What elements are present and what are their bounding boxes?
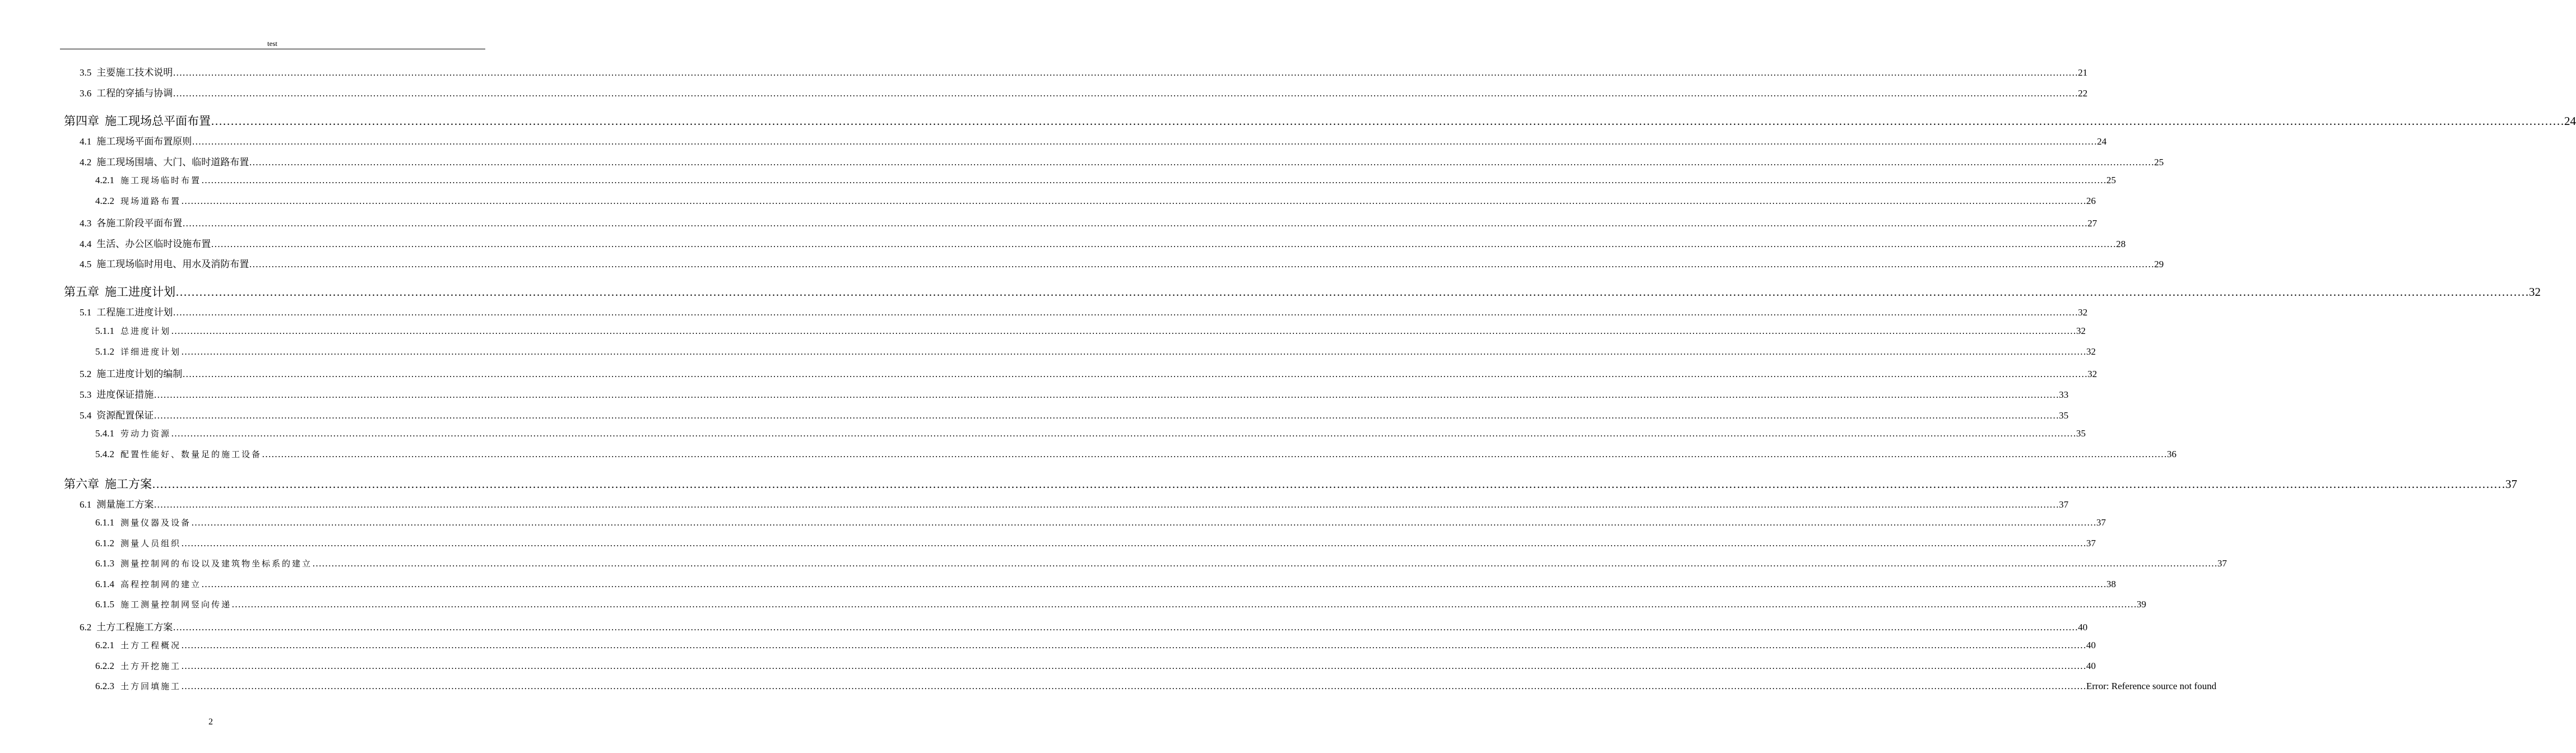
toc-dot-leader: …………………………………………………………………………………………………………………………………………………………………………………………………………………………………………………………………………………………………………………………………………………………………………………………………………………………………………………………………………………………………………………………………………………… — [171, 326, 2077, 336]
toc-entry-number: 6.2.1 — [95, 640, 114, 650]
toc-entry-number: 5.3 — [80, 389, 92, 400]
toc-entry-page: 28 — [2116, 239, 2126, 249]
toc-entry[interactable] — [95, 448, 2177, 460]
toc-entry-page: 32 — [2076, 326, 2086, 336]
toc-entry-number: 6.1.1 — [95, 517, 114, 528]
toc-entry-page: 37 — [2505, 477, 2517, 491]
toc-entry-title: 施工现场平面布置原则 — [96, 136, 192, 147]
toc-entry-number: 6.1 — [80, 499, 92, 510]
toc-entry[interactable] — [95, 660, 2096, 672]
toc-entry-title: 高程控制网的建立 — [120, 579, 202, 589]
toc-entry-page: 32 — [2078, 307, 2088, 318]
toc-entry-page: 38 — [2106, 579, 2117, 589]
toc-entry-page: 39 — [2137, 599, 2147, 610]
toc-dot-leader: …………………………………………………………………………………………………………………………………………………………………………………………………………………………………………………………………………………………………………………………………………………………………………………………………………………………………………………………………………………………………………………………………………………… — [201, 579, 2107, 589]
toc-entry-number: 3.5 — [80, 67, 92, 78]
page-number: 2 — [208, 717, 213, 727]
toc-dot-leader: …………………………………………………………………………………………………………………………………………………………………………………………………………………………………………………………………………………………………………………………………………………………………………………………………………………………………………………………………………………………………………………………………………………… — [152, 477, 2505, 491]
toc-entry-title: 生活、办公区临时设施布置 — [96, 239, 211, 249]
toc-entry-title: 工程的穿插与协调 — [96, 88, 173, 99]
toc-entry[interactable] — [95, 346, 2096, 357]
toc-entry-title: 劳动力资源 — [120, 429, 171, 439]
toc-entry-page: 40 — [2086, 640, 2096, 650]
toc-entry-title: 施工现场临时用电、用水及消防布置 — [96, 259, 249, 269]
toc-entry-title: 施工方案 — [105, 477, 152, 491]
toc-entry[interactable] — [80, 64, 2088, 78]
toc-entry-page: 37 — [2059, 499, 2069, 510]
toc-entry[interactable] — [95, 680, 2217, 692]
toc-entry[interactable] — [64, 112, 2576, 129]
toc-entry-page: 26 — [2086, 196, 2096, 206]
toc-entry[interactable] — [95, 639, 2096, 651]
toc-entry-number: 5.1 — [80, 307, 92, 318]
toc-dot-leader: …………………………………………………………………………………………………………………………………………………………………………………………………………………………………………………………………………………………………………………………………………………………………………………………………………………………………………………………………………………………………………………………………………………… — [175, 285, 2529, 299]
toc-entry[interactable] — [80, 407, 2069, 421]
toc-entry-page: 24 — [2097, 136, 2107, 147]
toc-dot-leader: …………………………………………………………………………………………………………………………………………………………………………………………………………………………………………………………………………………………………………………………………………………………………………………………………………………………………………………………………………………………………………………………………………………… — [171, 428, 2077, 439]
toc-entry-title: 详细进度计划 — [120, 347, 182, 357]
toc-entry-number: 5.1.1 — [95, 326, 114, 336]
toc-entry-page: 35 — [2076, 428, 2086, 439]
toc-entry[interactable] — [80, 366, 2097, 380]
toc-entry[interactable] — [95, 557, 2227, 569]
toc-entry-page: 37 — [2217, 558, 2227, 569]
toc-entry[interactable] — [95, 174, 2117, 186]
toc-dot-leader: …………………………………………………………………………………………………………………………………………………………………………………………………………………………………………………………………………………………………………………………………………………………………………………………………………………………………………………………………………………………………………………………………………………… — [154, 410, 2059, 421]
toc-dot-leader: …………………………………………………………………………………………………………………………………………………………………………………………………………………………………………………………………………………………………………………………………………………………………………………………………………………………………………………………………………………………………………………………………………………… — [173, 622, 2078, 633]
toc-dot-leader: …………………………………………………………………………………………………………………………………………………………………………………………………………………………………………………………………………………………………………………………………………………………………………………………………………………………………………………………………………………………………………………………………………………… — [181, 640, 2087, 650]
toc-entry-title: 施工现场围墙、大门、临时道路布置 — [96, 157, 249, 168]
toc-entry-number: 5.4 — [80, 410, 92, 421]
toc-entry-number: 4.4 — [80, 239, 92, 249]
toc-entry-page: 33 — [2059, 389, 2069, 400]
toc-entry-page: 24 — [2564, 114, 2576, 128]
toc-entry-number: 4.3 — [80, 218, 92, 229]
toc-entry-number: 6.1.3 — [95, 558, 114, 569]
toc-dot-leader: …………………………………………………………………………………………………………………………………………………………………………………………………………………………………………………………………………………………………………………………………………………………………………………………………………………………………………………………………………………………………………………………………………………… — [211, 239, 2117, 249]
toc-entry-page: Error: Reference source not found — [2086, 681, 2217, 691]
toc-entry-number: 第五章 — [64, 285, 99, 299]
toc-dot-leader: …………………………………………………………………………………………………………………………………………………………………………………………………………………………………………………………………………………………………………………………………………………………………………………………………………………………………………………………………………………………………………………………………………………… — [154, 389, 2059, 400]
toc-dot-leader: …………………………………………………………………………………………………………………………………………………………………………………………………………………………………………………………………………………………………………………………………………………………………………………………………………………………………………………………………………………………………………………………………………………… — [173, 88, 2078, 99]
toc-entry-title: 施工进度计划 — [105, 285, 175, 299]
toc-entry[interactable] — [95, 517, 2106, 528]
toc-entry-page: 32 — [2087, 369, 2097, 379]
toc-dot-leader: …………………………………………………………………………………………………………………………………………………………………………………………………………………………………………………………………………………………………………………………………………………………………………………………………………………………………………………………………………………………………………………………………………………… — [173, 67, 2078, 78]
toc-entry[interactable] — [80, 387, 2069, 401]
toc-entry-number: 第四章 — [64, 114, 99, 128]
toc-entry-page: 25 — [2154, 157, 2164, 168]
toc-entry[interactable] — [80, 236, 2126, 250]
toc-entry-page: 37 — [2096, 517, 2106, 528]
toc-entry-number: 6.2.2 — [95, 661, 114, 671]
toc-entry-page: 36 — [2167, 449, 2177, 459]
toc-entry[interactable] — [95, 427, 2086, 439]
toc-entry-page: 32 — [2529, 285, 2541, 299]
toc-entry-title: 施工现场总平面布置 — [105, 114, 211, 128]
toc-entry-page: 25 — [2106, 175, 2117, 185]
toc-dot-leader: …………………………………………………………………………………………………………………………………………………………………………………………………………………………………………………………………………………………………………………………………………………………………………………………………………………………………………………………………………………………………………………………………………………… — [191, 517, 2097, 528]
toc-entry-title: 现场道路布置 — [120, 196, 182, 206]
toc-entry-page: 35 — [2059, 410, 2069, 421]
toc-entry-number: 第六章 — [64, 477, 99, 491]
toc-entry-number: 6.2.3 — [95, 681, 114, 691]
toc-entry-number: 4.5 — [80, 259, 92, 269]
toc-entry-title: 土方开挖施工 — [120, 661, 182, 671]
toc-entry[interactable] — [80, 154, 2164, 168]
toc-entry-page: 21 — [2078, 67, 2088, 78]
toc-entry-number: 4.2.2 — [95, 196, 114, 206]
toc-entry-page: 32 — [2086, 346, 2096, 357]
toc-entry-page: 22 — [2078, 88, 2088, 99]
toc-dot-leader: …………………………………………………………………………………………………………………………………………………………………………………………………………………………………………………………………………………………………………………………………………………………………………………………………………………………………………………………………………………………………………………………………………………… — [249, 157, 2155, 168]
toc-entry-page: 27 — [2087, 218, 2097, 229]
toc-dot-leader: …………………………………………………………………………………………………………………………………………………………………………………………………………………………………………………………………………………………………………………………………………………………………………………………………………………………………………………………………………………………………………………………………………………… — [201, 175, 2107, 185]
toc-entry[interactable] — [80, 304, 2088, 318]
toc-entry-number: 5.4.2 — [95, 449, 114, 459]
toc-entry-title: 土方回填施工 — [120, 681, 182, 691]
toc-entry-number: 4.2.1 — [95, 175, 114, 185]
toc-entry[interactable] — [95, 578, 2117, 590]
toc-entry[interactable] — [95, 325, 2086, 337]
toc-entry[interactable] — [95, 537, 2096, 549]
toc-entry-title: 资源配置保证 — [96, 410, 154, 421]
toc-entry-title: 主要施工技术说明 — [96, 67, 173, 78]
toc-dot-leader: …………………………………………………………………………………………………………………………………………………………………………………………………………………………………………………………………………………………………………………………………………………………………………………………………………………………………………………………………………………………………………………………………………………… — [182, 218, 2088, 229]
toc-entry-title: 施工测量控制网竖向传递 — [120, 599, 232, 610]
toc-dot-leader: …………………………………………………………………………………………………………………………………………………………………………………………………………………………………………………………………………………………………………………………………………………………………………………………………………………………………………………………………………………………………………………………………………………… — [192, 136, 2097, 147]
toc-entry-page: 37 — [2086, 538, 2096, 549]
toc-entry-number: 5.1.2 — [95, 346, 114, 357]
toc-dot-leader: …………………………………………………………………………………………………………………………………………………………………………………………………………………………………………………………………………………………………………………………………………………………………………………………………………………………………………………………………………………………………………………………………………………… — [312, 558, 2218, 569]
toc-entry-title: 进度保证措施 — [96, 389, 154, 400]
toc-dot-leader: …………………………………………………………………………………………………………………………………………………………………………………………………………………………………………………………………………………………………………………………………………………………………………………………………………………………………………………………………………………………………………………………………………………… — [262, 449, 2167, 459]
toc-entry-number: 6.1.5 — [95, 599, 114, 610]
toc-entry[interactable] — [95, 195, 2096, 207]
toc-dot-leader: …………………………………………………………………………………………………………………………………………………………………………………………………………………………………………………………………………………………………………………………………………………………………………………………………………………………………………………………………………………………………………………………………………………… — [181, 538, 2087, 549]
toc-entry[interactable] — [64, 475, 2517, 492]
toc-entry-number: 5.4.1 — [95, 428, 114, 439]
toc-entry-title: 土方工程施工方案 — [96, 622, 173, 633]
toc-entry[interactable] — [80, 85, 2088, 99]
toc-entry-title: 土方工程概况 — [120, 640, 182, 650]
page-header: test — [267, 39, 278, 48]
toc-dot-leader: …………………………………………………………………………………………………………………………………………………………………………………………………………………………………………………………………………………………………………………………………………………………………………………………………………………………………………………………………………………………………………………………………………………… — [211, 114, 2564, 128]
toc-entry[interactable] — [95, 598, 2147, 610]
toc-dot-leader: …………………………………………………………………………………………………………………………………………………………………………………………………………………………………………………………………………………………………………………………………………………………………………………………………………………………………………………………………………………………………………………………………………………… — [181, 681, 2087, 691]
toc-entry[interactable] — [80, 133, 2107, 147]
toc-dot-leader: …………………………………………………………………………………………………………………………………………………………………………………………………………………………………………………………………………………………………………………………………………………………………………………………………………………………………………………………………………………………………………………………………………………… — [181, 196, 2087, 206]
toc-entry-number: 4.1 — [80, 136, 92, 147]
toc-entry-number: 3.6 — [80, 88, 92, 99]
toc-dot-leader: …………………………………………………………………………………………………………………………………………………………………………………………………………………………………………………………………………………………………………………………………………………………………………………………………………………………………………………………………………………………………………………………………………………… — [249, 259, 2155, 269]
toc-entry-number: 5.2 — [80, 369, 92, 379]
toc-entry-title: 测量施工方案 — [96, 499, 154, 510]
toc-entry[interactable] — [80, 256, 2164, 270]
toc-entry-page: 40 — [2078, 622, 2088, 633]
toc-entry-title: 施工进度计划的编制 — [96, 369, 183, 379]
toc-entry-page: 40 — [2086, 661, 2096, 671]
toc-entry-number: 6.2 — [80, 622, 92, 633]
toc-entry-title: 总进度计划 — [120, 326, 171, 336]
toc-entry-title: 测量控制网的布设以及建筑物坐标系的建立 — [120, 559, 313, 569]
toc-dot-leader: …………………………………………………………………………………………………………………………………………………………………………………………………………………………………………………………………………………………………………………………………………………………………………………………………………………………………………………………………………………………………………………………………………………… — [181, 346, 2087, 357]
toc-entry-title: 各施工阶段平面布置 — [96, 218, 183, 229]
toc-dot-leader: …………………………………………………………………………………………………………………………………………………………………………………………………………………………………………………………………………………………………………………………………………………………………………………………………………………………………………………………………………………………………………………………………………………… — [181, 661, 2087, 671]
toc-dot-leader: …………………………………………………………………………………………………………………………………………………………………………………………………………………………………………………………………………………………………………………………………………………………………………………………………………………………………………………………………………………………………………………………………………………… — [231, 599, 2137, 610]
toc-entry-page: 29 — [2154, 259, 2164, 269]
toc-entry-title: 工程施工进度计划 — [96, 307, 173, 318]
toc-entry-title: 施工现场临时布置 — [120, 175, 202, 185]
toc-entry-number: 4.2 — [80, 157, 92, 168]
toc-dot-leader: …………………………………………………………………………………………………………………………………………………………………………………………………………………………………………………………………………………………………………………………………………………………………………………………………………………………………………………………………………………………………………………………………………………… — [182, 369, 2088, 379]
toc-entry[interactable] — [80, 496, 2069, 510]
toc-entry[interactable] — [80, 619, 2088, 633]
toc-entry[interactable] — [80, 215, 2097, 229]
toc-entry-title: 测量人员组织 — [120, 538, 182, 549]
toc-entry-number: 6.1.4 — [95, 579, 114, 589]
toc-entry-number: 6.1.2 — [95, 538, 114, 549]
toc-entry-title: 配置性能好、数量足的施工设备 — [120, 449, 262, 459]
toc-entry-title: 测量仪器及设备 — [120, 518, 192, 528]
toc-dot-leader: …………………………………………………………………………………………………………………………………………………………………………………………………………………………………………………………………………………………………………………………………………………………………………………………………………………………………………………………………………………………………………………………………………………… — [154, 499, 2059, 510]
toc-dot-leader: …………………………………………………………………………………………………………………………………………………………………………………………………………………………………………………………………………………………………………………………………………………………………………………………………………………………………………………………………………………………………………………………………………………… — [173, 307, 2078, 318]
toc-entry[interactable] — [64, 283, 2541, 300]
